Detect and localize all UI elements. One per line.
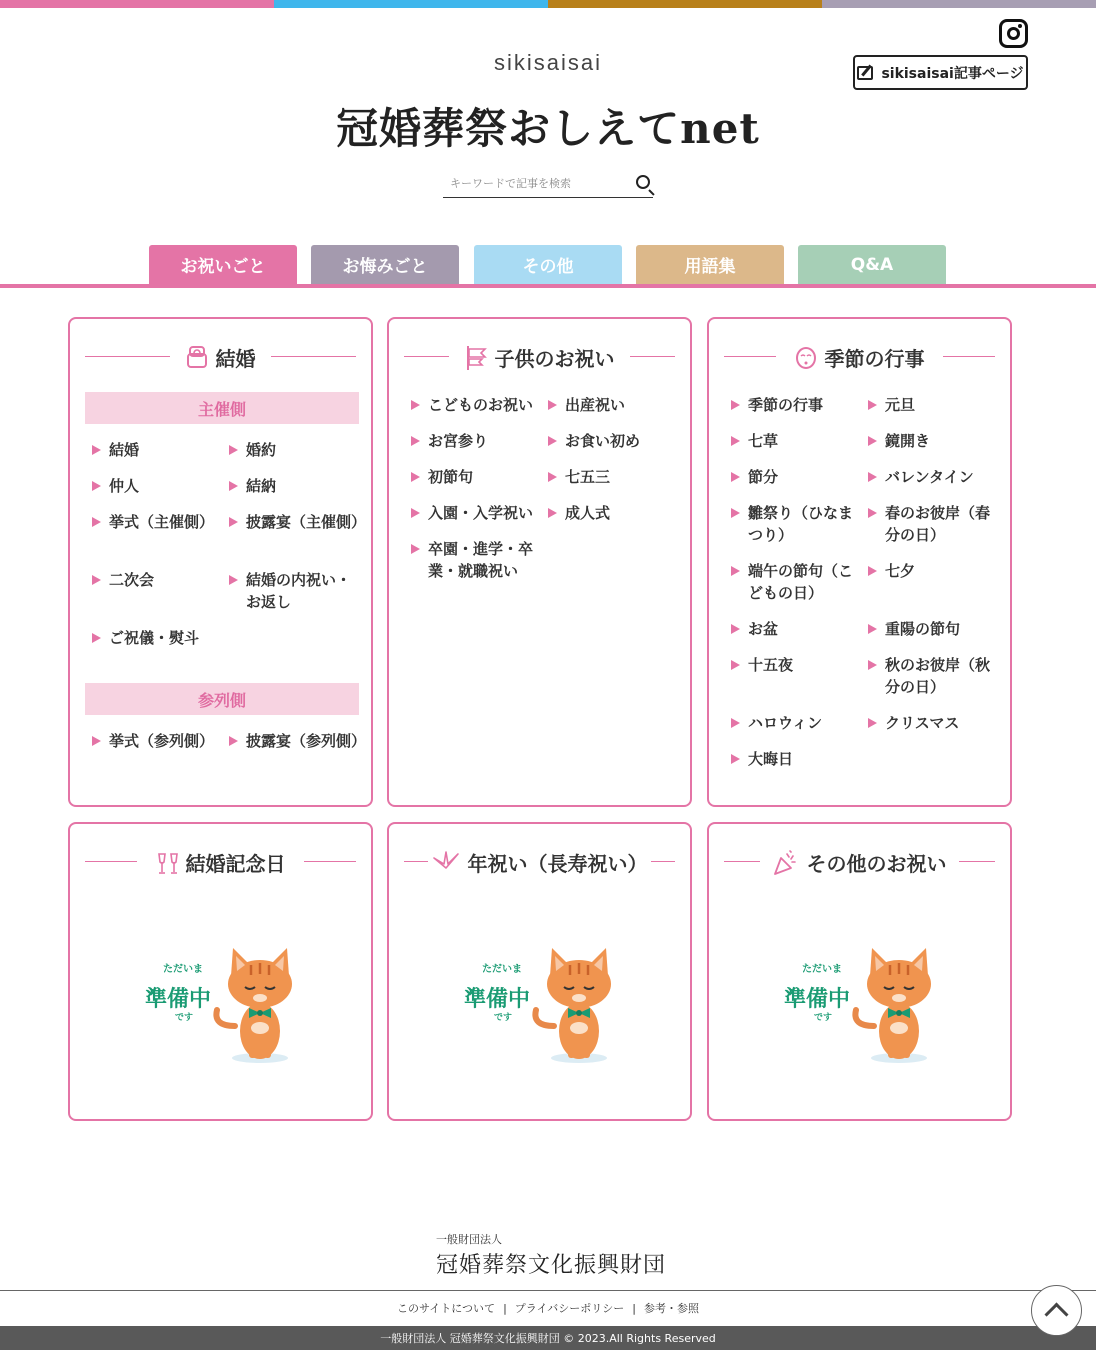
card-header bbox=[70, 341, 371, 373]
separator: | bbox=[503, 1302, 507, 1315]
header-rule-left bbox=[724, 861, 760, 862]
link-reception-host[interactable]: 披露宴（主催側） bbox=[229, 511, 359, 533]
cat-bowing-illustration bbox=[464, 936, 619, 1066]
link-kagamibiraki[interactable]: 鏡開き bbox=[868, 430, 930, 452]
foundation-name: 冠婚葬祭文化振興財団 bbox=[436, 1253, 667, 1278]
edit-note-icon bbox=[857, 66, 873, 80]
cat-bowing-illustration bbox=[784, 936, 939, 1066]
tab-qa[interactable]: Q&A bbox=[798, 245, 946, 284]
card-header bbox=[389, 341, 690, 373]
coming-soon-tail: です bbox=[494, 1013, 513, 1023]
link-tango-no-sekku[interactable]: 端午の節句（こどもの日） bbox=[731, 560, 856, 604]
card-child-celebration bbox=[387, 317, 692, 807]
link-after-party[interactable]: 二次会 bbox=[92, 569, 154, 591]
link-nanakusa[interactable]: 七草 bbox=[731, 430, 778, 452]
link-engagement[interactable]: 婚約 bbox=[229, 439, 276, 461]
header-rule-left bbox=[85, 861, 137, 862]
color-bar bbox=[0, 0, 1096, 8]
card-header bbox=[70, 846, 371, 878]
coming-soon-tail: です bbox=[175, 1013, 194, 1023]
coming-soon-illustration bbox=[464, 936, 619, 1066]
article-page-label: sikisaisai記事ページ bbox=[881, 65, 1024, 82]
coming-soon-small: ただいま bbox=[482, 964, 522, 975]
coming-soon-illustration bbox=[145, 936, 300, 1066]
link-betrothal-gift[interactable]: 結納 bbox=[229, 475, 276, 497]
card-header bbox=[709, 341, 1010, 373]
paper-crane-icon bbox=[432, 850, 460, 874]
search-bar bbox=[443, 170, 653, 198]
coming-soon-main: 準備中 bbox=[464, 987, 531, 1012]
foundation-type: 一般財団法人 bbox=[436, 1233, 502, 1246]
card-seasonal-events bbox=[707, 317, 1012, 807]
header-rule-left bbox=[724, 356, 776, 357]
link-birth-gift[interactable]: 出産祝い bbox=[548, 394, 625, 416]
link-omisoka[interactable]: 大晦日 bbox=[731, 748, 793, 770]
site-title[interactable]: 冠婚葬祭おしえてnet bbox=[336, 104, 760, 153]
link-choyo[interactable]: 重陽の節句 bbox=[868, 618, 960, 640]
category-tabs bbox=[0, 245, 1096, 284]
header-rule-right bbox=[651, 861, 675, 862]
tab-underline bbox=[0, 284, 1096, 288]
link-autumn-higan[interactable]: 秋のお彼岸（秋分の日） bbox=[868, 654, 993, 698]
card-title: 子供のお祝い bbox=[494, 346, 615, 371]
tab-other[interactable]: その他 bbox=[474, 245, 622, 284]
back-to-top-button[interactable] bbox=[1031, 1285, 1082, 1336]
card-title: 結婚 bbox=[215, 346, 256, 371]
coming-soon-small: ただいま bbox=[802, 964, 842, 975]
brand-text: sikisaisai bbox=[493, 50, 603, 75]
card-title: 年祝い（長寿祝い） bbox=[467, 851, 648, 876]
link-return-gift[interactable]: 結婚の内祝い・お返し bbox=[229, 569, 354, 613]
ring-box-icon bbox=[186, 345, 208, 369]
header-rule-right bbox=[630, 356, 675, 357]
header-rule-right bbox=[943, 356, 995, 357]
link-wedding[interactable]: 結婚 bbox=[92, 439, 139, 461]
cat-bowing-illustration bbox=[145, 936, 300, 1066]
tab-celebration[interactable]: お祝いごと bbox=[149, 245, 297, 284]
card-header bbox=[709, 846, 1010, 878]
foundation-logo[interactable] bbox=[436, 1231, 666, 1279]
champagne-glasses-icon bbox=[156, 850, 178, 874]
header-rule-left bbox=[85, 356, 170, 357]
link-christmas[interactable]: クリスマス bbox=[868, 712, 959, 734]
okame-mask-icon bbox=[795, 345, 817, 369]
coming-soon-tail: です bbox=[814, 1013, 833, 1023]
card-title: 結婚記念日 bbox=[185, 851, 286, 876]
search-icon[interactable] bbox=[636, 175, 650, 189]
card-title: 季節の行事 bbox=[824, 346, 925, 371]
link-school-entry[interactable]: 入園・入学祝い bbox=[411, 502, 533, 524]
link-setsubun[interactable]: 節分 bbox=[731, 466, 778, 488]
link-new-year[interactable]: 元旦 bbox=[868, 394, 915, 416]
link-spring-higan[interactable]: 春のお彼岸（春分の日） bbox=[868, 502, 993, 546]
guest-side-label: 参列側 bbox=[85, 683, 359, 715]
card-wedding-anniversary bbox=[68, 822, 373, 1121]
card-header bbox=[389, 846, 690, 878]
coming-soon-illustration bbox=[784, 936, 939, 1066]
carp-flag-icon bbox=[465, 345, 487, 369]
link-references[interactable]: 参考・参照 bbox=[643, 1302, 699, 1315]
coming-soon-main: 準備中 bbox=[784, 987, 851, 1012]
link-shichigosan[interactable]: 七五三 bbox=[548, 466, 610, 488]
card-longevity bbox=[387, 822, 692, 1121]
color-bar-pink bbox=[0, 0, 274, 8]
link-hinamatsuri[interactable]: 雛祭り（ひなまつり） bbox=[731, 502, 856, 546]
separator: | bbox=[632, 1302, 636, 1315]
coming-soon-small: ただいま bbox=[163, 964, 203, 975]
header-rule-left bbox=[404, 861, 428, 862]
instagram-icon[interactable] bbox=[999, 19, 1028, 48]
color-bar-gold bbox=[548, 0, 822, 8]
copyright-text: 一般財団法人 冠婚葬祭文化振興財団 © 2023.All Rights Reserved bbox=[380, 1332, 716, 1345]
link-kids-celebration[interactable]: こどものお祝い bbox=[411, 394, 533, 416]
link-privacy-policy[interactable]: プライバシーポリシー bbox=[514, 1302, 625, 1315]
tab-condolence[interactable]: お悔みごと bbox=[311, 245, 459, 284]
link-okuizome[interactable]: お食い初め bbox=[548, 430, 640, 452]
link-graduation[interactable]: 卒園・進学・卒業・就職祝い bbox=[411, 538, 536, 582]
link-gift-money[interactable]: ご祝儀・熨斗 bbox=[92, 627, 199, 649]
header-rule-left bbox=[404, 356, 449, 357]
color-bar-grey bbox=[822, 0, 1096, 8]
link-obon[interactable]: お盆 bbox=[731, 618, 778, 640]
article-page-button[interactable] bbox=[853, 55, 1028, 90]
link-about-site[interactable]: このサイトについて bbox=[397, 1302, 496, 1315]
color-bar-blue bbox=[274, 0, 548, 8]
link-hatsuzekku[interactable]: 初節句 bbox=[411, 466, 473, 488]
link-matchmaker[interactable]: 仲人 bbox=[92, 475, 139, 497]
link-valentine[interactable]: バレンタイン bbox=[868, 466, 974, 488]
search-input[interactable] bbox=[443, 170, 623, 196]
header-rule-right bbox=[271, 356, 356, 357]
header-rule-right bbox=[304, 861, 356, 862]
link-omiyamairi[interactable]: お宮参り bbox=[411, 430, 488, 452]
footer-divider bbox=[0, 1290, 1096, 1291]
copyright-bar bbox=[0, 1326, 1096, 1350]
card-wedding bbox=[68, 317, 373, 807]
host-side-label: 主催側 bbox=[85, 392, 359, 424]
link-tanabata[interactable]: 七夕 bbox=[868, 560, 915, 582]
coming-soon-main: 準備中 bbox=[145, 987, 212, 1012]
card-other-celebrations bbox=[707, 822, 1012, 1121]
link-ceremony-host[interactable]: 挙式（主催側） bbox=[92, 511, 227, 533]
header-rule-right bbox=[959, 861, 995, 862]
link-coming-of-age[interactable]: 成人式 bbox=[548, 502, 610, 524]
footer-links bbox=[0, 1300, 1096, 1316]
link-jugoya[interactable]: 十五夜 bbox=[731, 654, 793, 676]
link-seasonal-events[interactable]: 季節の行事 bbox=[731, 394, 823, 416]
link-halloween[interactable]: ハロウィン bbox=[731, 712, 822, 734]
party-popper-icon bbox=[773, 850, 799, 874]
link-ceremony-guest[interactable]: 挙式（参列側） bbox=[92, 730, 227, 752]
tab-glossary[interactable]: 用語集 bbox=[636, 245, 784, 284]
card-title: その他のお祝い bbox=[806, 851, 947, 876]
link-reception-guest[interactable]: 披露宴（参列側） bbox=[229, 730, 359, 752]
